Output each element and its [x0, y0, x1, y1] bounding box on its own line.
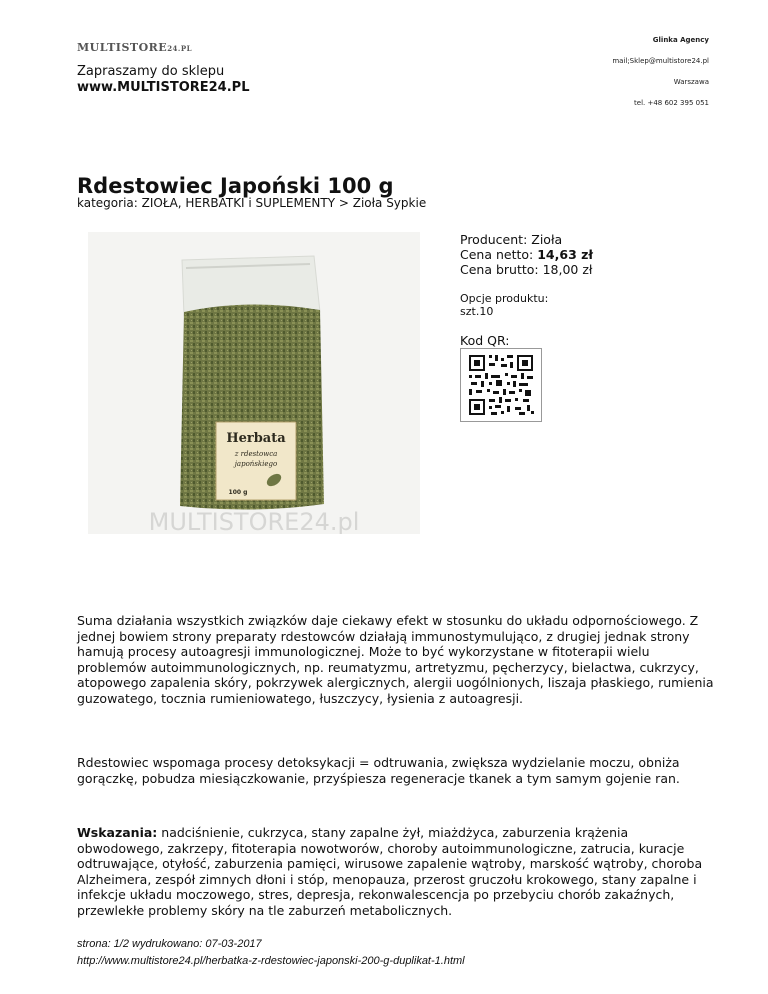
price-netto-label: Cena netto:	[460, 247, 538, 262]
photo-label-line1: Herbata	[226, 431, 286, 446]
welcome-block	[77, 64, 249, 96]
footer-url-link[interactable]: http://www.multistore24.pl/herbatka-z-rdestowiec-japonski-200-g-duplikat-1.html	[77, 955, 465, 967]
indications-paragraph	[77, 825, 717, 919]
price-netto-value: 14,63 zł	[537, 247, 594, 262]
store-url-link[interactable]: www.MULTISTORE24.PL	[77, 80, 250, 95]
product-photo-image	[88, 232, 420, 534]
photo-label-weight: 100 g	[228, 489, 248, 496]
product-options	[460, 292, 548, 318]
producer: Producent: Zioła	[460, 232, 563, 247]
contact-city: Warszawa	[673, 78, 709, 86]
product-title: Rdestowiec Japoński 100 g	[77, 174, 394, 198]
contact-email[interactable]: mail;Sklep@multistore24.pl	[612, 57, 709, 65]
description-paragraph-1: Suma działania wszystkich związków daje ciekawy efekt w stosunku do układu odpornościowego. Z jednej bowiem strony preparaty rdestowców działają immunostymulująco, z drugiej jednak strony hamują procesy autoagresji immunologicznej. Może to być wykorzystane w fitoterapii wielu problemów autoimmunologicznych, np. reumatyzmu, artretyzmu, pęcherzycy, bielactwa, cukrzycy, atopowego zapalenia skóry, pokrzywek alergicznych, alergii uogólnionych, liszaja płaskiego, rumienia guzowatego, tocznia rumieniowatego, łuszczycy, łysienia z autoagresji.	[77, 613, 714, 706]
price-brutto: Cena brutto: 18,00 zł	[460, 262, 593, 277]
price-netto	[460, 247, 593, 262]
photo-label-line3: japońskiego	[234, 460, 278, 468]
logo-suffix: 24.PL	[167, 44, 193, 53]
contact-block	[612, 36, 709, 120]
footer-page-info: strona: 1/2 wydrukowano: 07-03-2017	[77, 938, 262, 950]
photo-watermark: MULTISTORE24.pl	[148, 508, 360, 534]
print-footer	[77, 936, 465, 970]
product-category: kategoria: ZIOŁA, HERBATKI i SUPLEMENTY > Zioła Sypkie	[77, 196, 427, 210]
qr-code-image	[461, 349, 541, 421]
agency-name: Glinka Agency	[652, 36, 709, 44]
photo-label-line2: z rdestowca	[234, 450, 278, 458]
qr-label: Kod QR:	[460, 333, 510, 348]
qr-code-icon	[460, 348, 542, 422]
store-logo	[77, 41, 192, 54]
product-info	[460, 232, 593, 277]
options-value: szt.10	[460, 305, 494, 318]
contact-phone: tel. +48 602 395 051	[634, 99, 709, 107]
welcome-line: Zapraszamy do sklepu	[77, 64, 225, 79]
indications-label: Wskazania:	[77, 825, 158, 840]
product-photo	[88, 232, 420, 534]
indications-text: nadciśnienie, cukrzyca, stany zapalne żył, miażdżyca, zaburzenia krążenia obwodowego, zakrzepy, fitoterapia nowotworów, choroby autoimmunologiczne, zatrucia, kuracje odtruwające, otyłość, zaburzenia pamięci, wirusowe zapalenie wątroby, marskość wątroby, choroba Alzheimera, zespół zimnych dłoni i stóp, menopauza, przerost gruczołu krokowego, stany zapalne i infekcje układu moczowego, stres, depresja, rekonwalescencja po przebyciu chorób zakaźnych, przewlekłe problemy skóry na tle zaburzeń metabolicznych.	[77, 825, 703, 918]
description-paragraph-2: Rdestowiec wspomaga procesy detoksykacji = odtruwania, zwiększa wydzielanie moczu, obniża gorączkę, pobudza miesiączkowanie, przyśpiesza regeneracje tkanek a tym samym gojenie ran.	[77, 755, 680, 786]
logo-text: MULTISTORE	[77, 41, 168, 54]
options-label: Opcje produktu:	[460, 292, 549, 305]
